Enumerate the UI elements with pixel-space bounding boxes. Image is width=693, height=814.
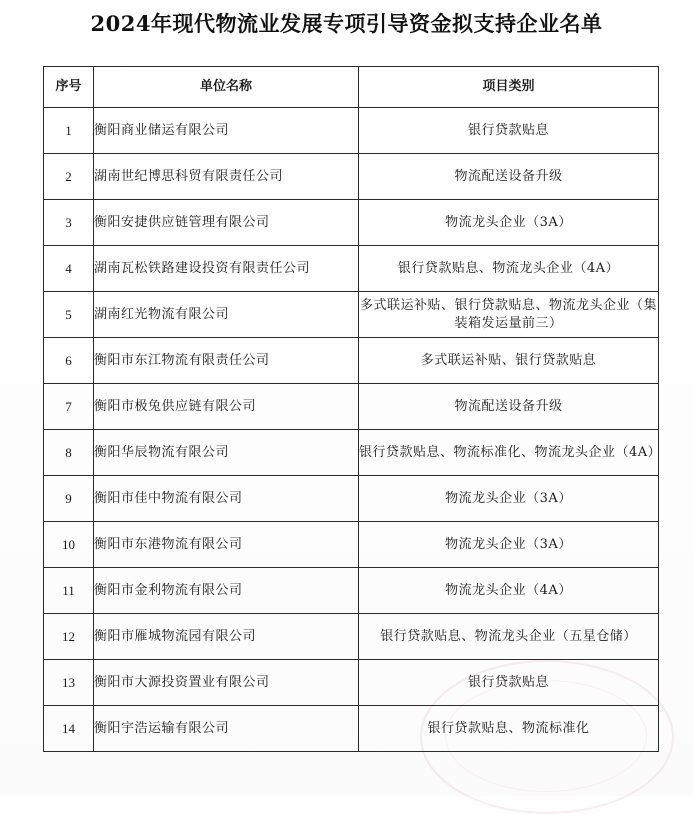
row-no: 7	[44, 384, 94, 430]
table-row	[44, 430, 659, 476]
header-category: 项目类别	[359, 67, 659, 108]
table-row	[44, 108, 659, 154]
row-company-name: 衡阳市大源投资置业有限公司	[94, 660, 359, 706]
row-company-name: 湖南红光物流有限公司	[94, 292, 359, 338]
table-header-row	[44, 67, 659, 108]
row-no: 4	[44, 246, 94, 292]
row-company-name: 衡阳华辰物流有限公司	[94, 430, 359, 476]
row-company-name: 湖南瓦松铁路建设投资有限责任公司	[94, 246, 359, 292]
row-category: 银行贷款贴息、物流龙头企业（五星仓储）	[359, 614, 659, 660]
row-category: 物流配送设备升级	[359, 384, 659, 430]
row-company-name: 湖南世纪博思科贸有限责任公司	[94, 154, 359, 200]
row-no: 6	[44, 338, 94, 384]
table-row	[44, 522, 659, 568]
row-company-name: 衡阳市东港物流有限公司	[94, 522, 359, 568]
table-row	[44, 660, 659, 706]
table-row	[44, 706, 659, 752]
row-company-name: 衡阳市东江物流有限责任公司	[94, 338, 359, 384]
row-category: 物流龙头企业（4A）	[359, 568, 659, 614]
row-no: 1	[44, 108, 94, 154]
row-category: 银行贷款贴息	[359, 660, 659, 706]
row-no: 10	[44, 522, 94, 568]
header-name: 单位名称	[94, 67, 359, 108]
row-no: 8	[44, 430, 94, 476]
row-company-name: 衡阳安捷供应链管理有限公司	[94, 200, 359, 246]
row-category: 银行贷款贴息、物流标准化	[359, 706, 659, 752]
row-company-name: 衡阳市佳中物流有限公司	[94, 476, 359, 522]
row-no: 5	[44, 292, 94, 338]
document-title: 2024年现代物流业发展专项引导资金拟支持企业名单	[90, 11, 603, 36]
row-category: 物流龙头企业（3A）	[359, 200, 659, 246]
table-row	[44, 154, 659, 200]
header-no: 序号	[44, 67, 94, 108]
table-row	[44, 384, 659, 430]
table-row	[44, 476, 659, 522]
row-no: 11	[44, 568, 94, 614]
row-category: 银行贷款贴息	[359, 108, 659, 154]
row-no: 14	[44, 706, 94, 752]
row-company-name: 衡阳市极兔供应链有限公司	[94, 384, 359, 430]
row-no: 13	[44, 660, 94, 706]
row-category: 多式联运补贴、银行贷款贴息、物流龙头企业（集装箱发运量前三）	[359, 292, 659, 338]
row-category: 银行贷款贴息、物流龙头企业（4A）	[359, 246, 659, 292]
row-company-name: 衡阳商业储运有限公司	[94, 108, 359, 154]
row-category: 物流龙头企业（3A）	[359, 476, 659, 522]
row-category: 银行贷款贴息、物流标准化、物流龙头企业（4A）	[359, 430, 659, 476]
row-company-name: 衡阳市金利物流有限公司	[94, 568, 359, 614]
row-category: 多式联运补贴、银行贷款贴息	[359, 338, 659, 384]
table-row	[44, 614, 659, 660]
row-company-name: 衡阳宇浩运输有限公司	[94, 706, 359, 752]
row-no: 3	[44, 200, 94, 246]
table-row	[44, 246, 659, 292]
row-category: 物流配送设备升级	[359, 154, 659, 200]
row-no: 2	[44, 154, 94, 200]
enterprise-list-table	[43, 66, 662, 752]
row-category: 物流龙头企业（3A）	[359, 522, 659, 568]
table-row	[44, 292, 659, 338]
table-row	[44, 200, 659, 246]
row-no: 9	[44, 476, 94, 522]
row-company-name: 衡阳市雁城物流园有限公司	[94, 614, 359, 660]
table-row	[44, 338, 659, 384]
row-no: 12	[44, 614, 94, 660]
table-row	[44, 568, 659, 614]
